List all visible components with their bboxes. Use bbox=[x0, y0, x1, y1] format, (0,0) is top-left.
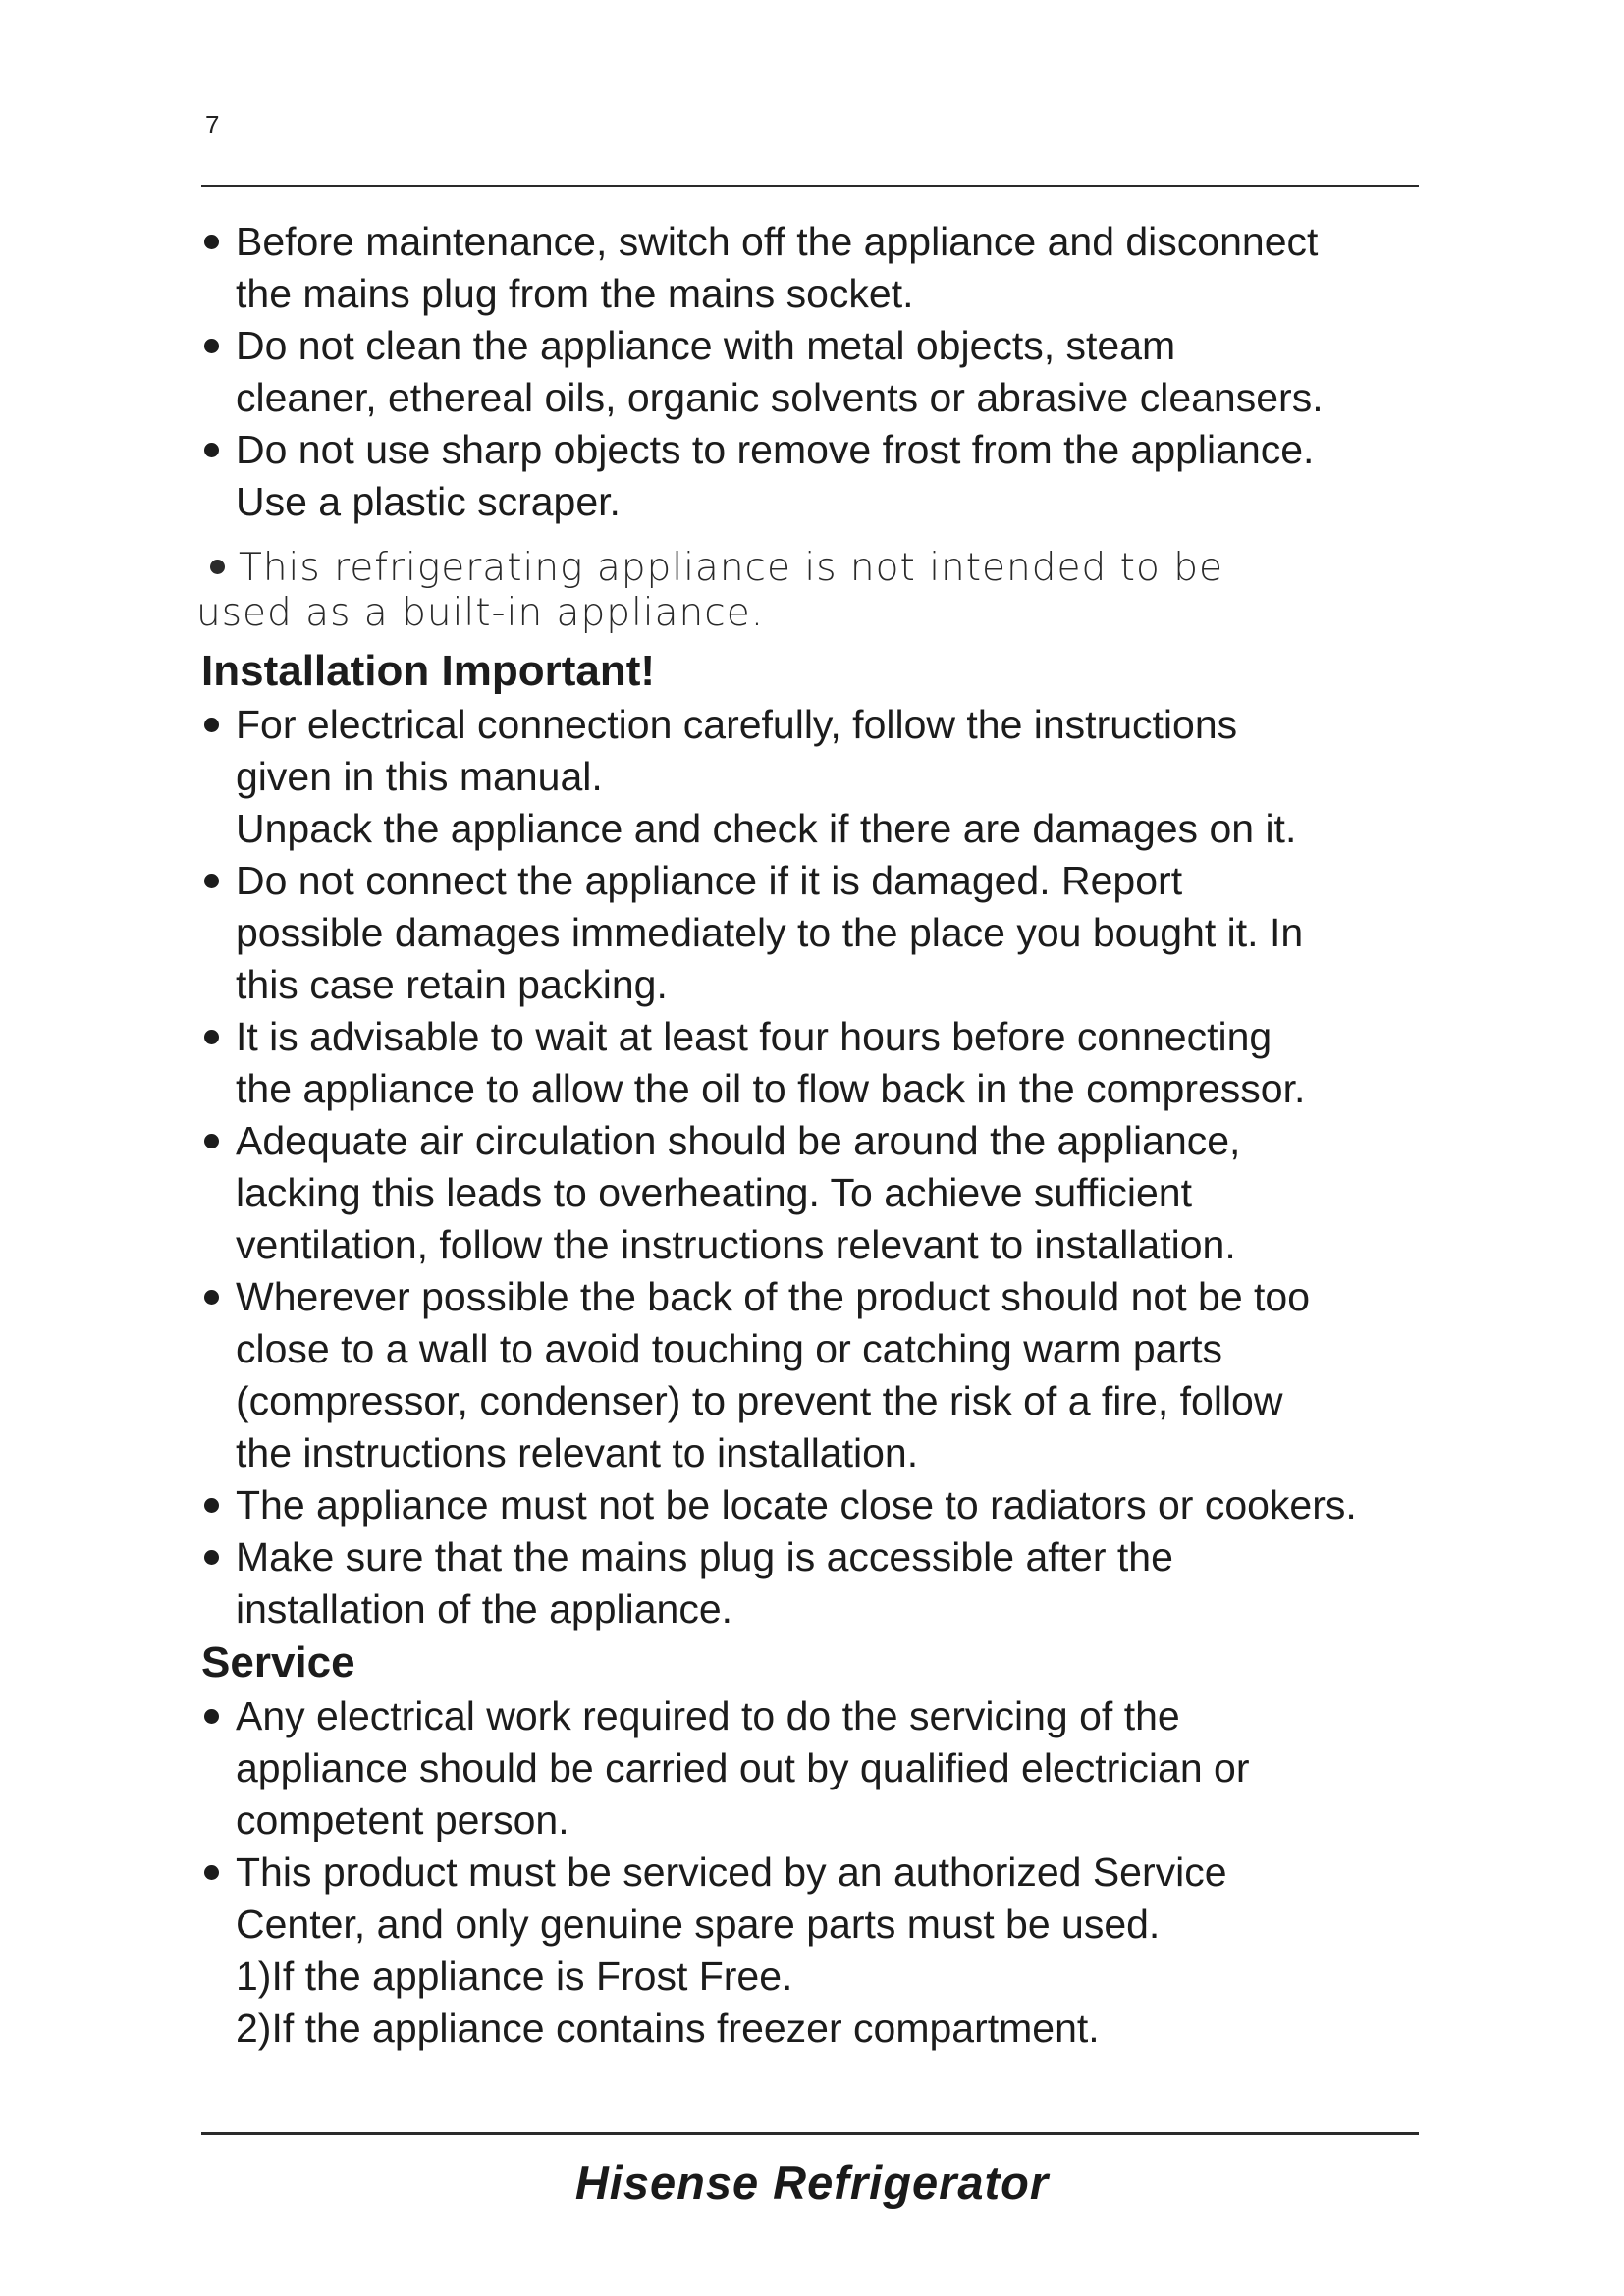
footer-divider bbox=[201, 2132, 1419, 2135]
item-line: competent person. bbox=[236, 1797, 569, 1842]
item-line: ventilation, follow the instructions relevant to installation. bbox=[236, 1222, 1236, 1267]
item-line: Do not connect the appliance if it is damaged. Report bbox=[236, 858, 1183, 903]
item-line: Make sure that the mains plug is accessible after the bbox=[236, 1534, 1173, 1579]
bullet-icon bbox=[204, 1134, 219, 1148]
builtin-note bbox=[196, 546, 1326, 636]
installation-item bbox=[201, 855, 1429, 1011]
installation-heading: Installation Important! bbox=[201, 647, 655, 695]
item-line: For electrical connection carefully, follow the instructions bbox=[236, 702, 1238, 747]
builtin-note-line: used as a built-in appliance. bbox=[196, 591, 765, 635]
item-line: the instructions relevant to installation. bbox=[236, 1430, 919, 1475]
item-line: possible damages immediately to the place you bought it. In bbox=[236, 910, 1304, 955]
item-line: lacking this leads to overheating. To achieve sufficient bbox=[236, 1170, 1192, 1215]
item-line: given in this manual. bbox=[236, 754, 603, 799]
item-line: the appliance to allow the oil to flow back in the compressor. bbox=[236, 1066, 1306, 1111]
bullet-icon bbox=[204, 718, 219, 732]
installation-item bbox=[201, 1479, 1429, 1531]
item-line: Wherever possible the back of the product should not be too bbox=[236, 1274, 1311, 1319]
installation-item bbox=[201, 1011, 1429, 1115]
item-line: installation of the appliance. bbox=[236, 1586, 733, 1631]
bullet-icon bbox=[204, 443, 219, 457]
builtin-note-text: This refrigerating appliance is not intended to be bbox=[239, 546, 1223, 590]
maintenance-item bbox=[201, 320, 1429, 424]
item-line: this case retain packing. bbox=[236, 962, 668, 1007]
service-item bbox=[201, 1846, 1429, 2055]
installation-item bbox=[201, 1271, 1429, 1479]
builtin-note-line bbox=[196, 546, 1326, 591]
item-line: Center, and only genuine spare parts must be used. bbox=[236, 1901, 1161, 1947]
maintenance-item bbox=[201, 216, 1429, 320]
bullet-icon bbox=[204, 1498, 219, 1513]
item-line: close to a wall to avoid touching or catching warm parts bbox=[236, 1326, 1223, 1371]
item-line: This product must be serviced by an authorized Service bbox=[236, 1849, 1227, 1895]
service-heading: Service bbox=[201, 1638, 355, 1686]
item-line: cleaner, ethereal oils, organic solvents or abrasive cleansers. bbox=[236, 375, 1324, 420]
maintenance-item bbox=[201, 424, 1429, 528]
installation-item bbox=[201, 699, 1429, 855]
item-line: Adequate air circulation should be around the appliance, bbox=[236, 1118, 1241, 1163]
installation-item bbox=[201, 1115, 1429, 1271]
item-line: The appliance must not be locate close to radiators or cookers. bbox=[236, 1482, 1357, 1527]
maintenance-section bbox=[201, 216, 1429, 528]
item-line: Do not clean the appliance with metal objects, steam bbox=[236, 323, 1176, 368]
item-line: the mains plug from the mains socket. bbox=[236, 271, 914, 316]
item-line: It is advisable to wait at least four hours before connecting bbox=[236, 1014, 1272, 1059]
bullet-icon bbox=[210, 560, 225, 574]
bullet-icon bbox=[204, 1030, 219, 1044]
item-line: Any electrical work required to do the servicing of the bbox=[236, 1693, 1180, 1738]
item-line: (compressor, condenser) to prevent the risk of a fire, follow bbox=[236, 1378, 1283, 1423]
installation-item bbox=[201, 1531, 1429, 1635]
page-number: 7 bbox=[205, 110, 220, 139]
item-line: Use a plastic scraper. bbox=[236, 479, 621, 524]
bullet-icon bbox=[204, 339, 219, 353]
installation-section bbox=[201, 644, 1429, 2055]
bullet-icon bbox=[204, 1709, 219, 1724]
item-line: Unpack the appliance and check if there are damages on it. bbox=[236, 806, 1297, 851]
bullet-icon bbox=[204, 1550, 219, 1565]
header-divider bbox=[201, 185, 1419, 187]
bullet-icon bbox=[204, 874, 219, 888]
item-line: Do not use sharp objects to remove frost from the appliance. bbox=[236, 427, 1315, 472]
item-line: 2)If the appliance contains freezer compartment. bbox=[236, 2005, 1100, 2051]
item-line: Before maintenance, switch off the appliance and disconnect bbox=[236, 219, 1319, 264]
bullet-icon bbox=[204, 1290, 219, 1305]
item-line: appliance should be carried out by qualified electrician or bbox=[236, 1745, 1250, 1790]
bullet-icon bbox=[204, 235, 219, 249]
footer-brand: Hisense Refrigerator bbox=[574, 2157, 1050, 2209]
service-item bbox=[201, 1690, 1429, 1846]
bullet-icon bbox=[204, 1865, 219, 1880]
item-line: 1)If the appliance is Frost Free. bbox=[236, 1953, 793, 1999]
